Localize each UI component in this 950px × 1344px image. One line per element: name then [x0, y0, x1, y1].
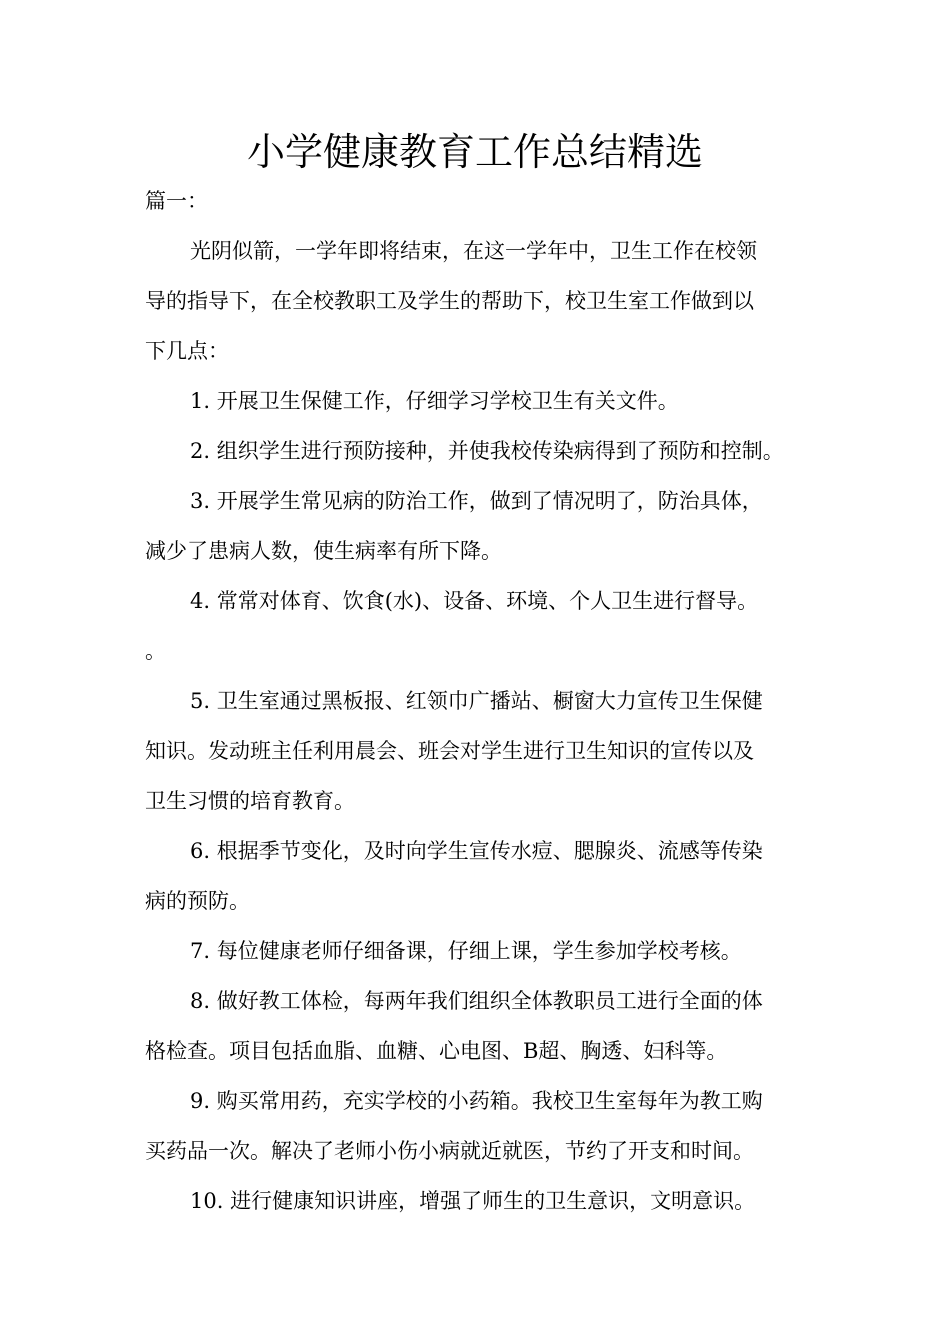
list-item-4: 4. 常常对体育、饮食(水)、设备、环境、个人卫生进行督导。: [190, 589, 759, 613]
body-line: 光阴似箭，一学年即将结束，在这一学年中，卫生工作在校领: [190, 239, 757, 263]
list-item-6-cont: 病的预防。: [145, 889, 250, 913]
list-item-2: 2. 组织学生进行预防接种，并使我校传染病得到了预防和控制。: [190, 439, 784, 463]
list-item-5-cont: 卫生习惯的培育教育。: [145, 789, 355, 813]
section-label: 篇一：: [145, 189, 208, 213]
body-line: 下几点：: [145, 339, 229, 363]
list-item-9: 9. 购买常用药，充实学校的小药箱。我校卫生室每年为教工购: [190, 1089, 763, 1113]
list-item-9-cont: 买药品一次。解决了老师小伤小病就近就医，节约了开支和时间。: [145, 1139, 754, 1163]
list-item-5-cont: 知识。发动班主任利用晨会、班会对学生进行卫生知识的宣传以及: [145, 739, 754, 763]
list-item-7: 7. 每位健康老师仔细备课，仔细上课，学生参加学校考核。: [190, 939, 742, 963]
body-line: 导的指导下，在全校教职工及学生的帮助下，校卫生室工作做到以: [145, 289, 754, 313]
list-item-6: 6. 根据季节变化，及时向学生宣传水痘、腮腺炎、流感等传染: [190, 839, 763, 863]
list-item-3-cont: 减少了患病人数，使生病率有所下降。: [145, 539, 502, 563]
document-title: 小学健康教育工作总结精选: [246, 130, 703, 174]
list-item-10: 10. 进行健康知识讲座，增强了师生的卫生意识，文明意识。: [190, 1189, 756, 1213]
list-item-8-cont: 格检查。项目包括血脂、血糖、心电图、B超、胸透、妇科等。: [145, 1039, 728, 1063]
list-item-8: 8. 做好教工体检，每两年我们组织全体教职员工进行全面的体: [190, 989, 763, 1013]
stray-period: 。: [145, 639, 166, 663]
list-item-1: 1. 开展卫生保健工作，仔细学习学校卫生有关文件。: [190, 389, 679, 413]
list-item-3: 3. 开展学生常见病的防治工作，做到了情况明了，防治具体，: [190, 489, 763, 513]
list-item-5: 5. 卫生室通过黑板报、红领巾广播站、橱窗大力宣传卫生保健: [190, 689, 763, 713]
